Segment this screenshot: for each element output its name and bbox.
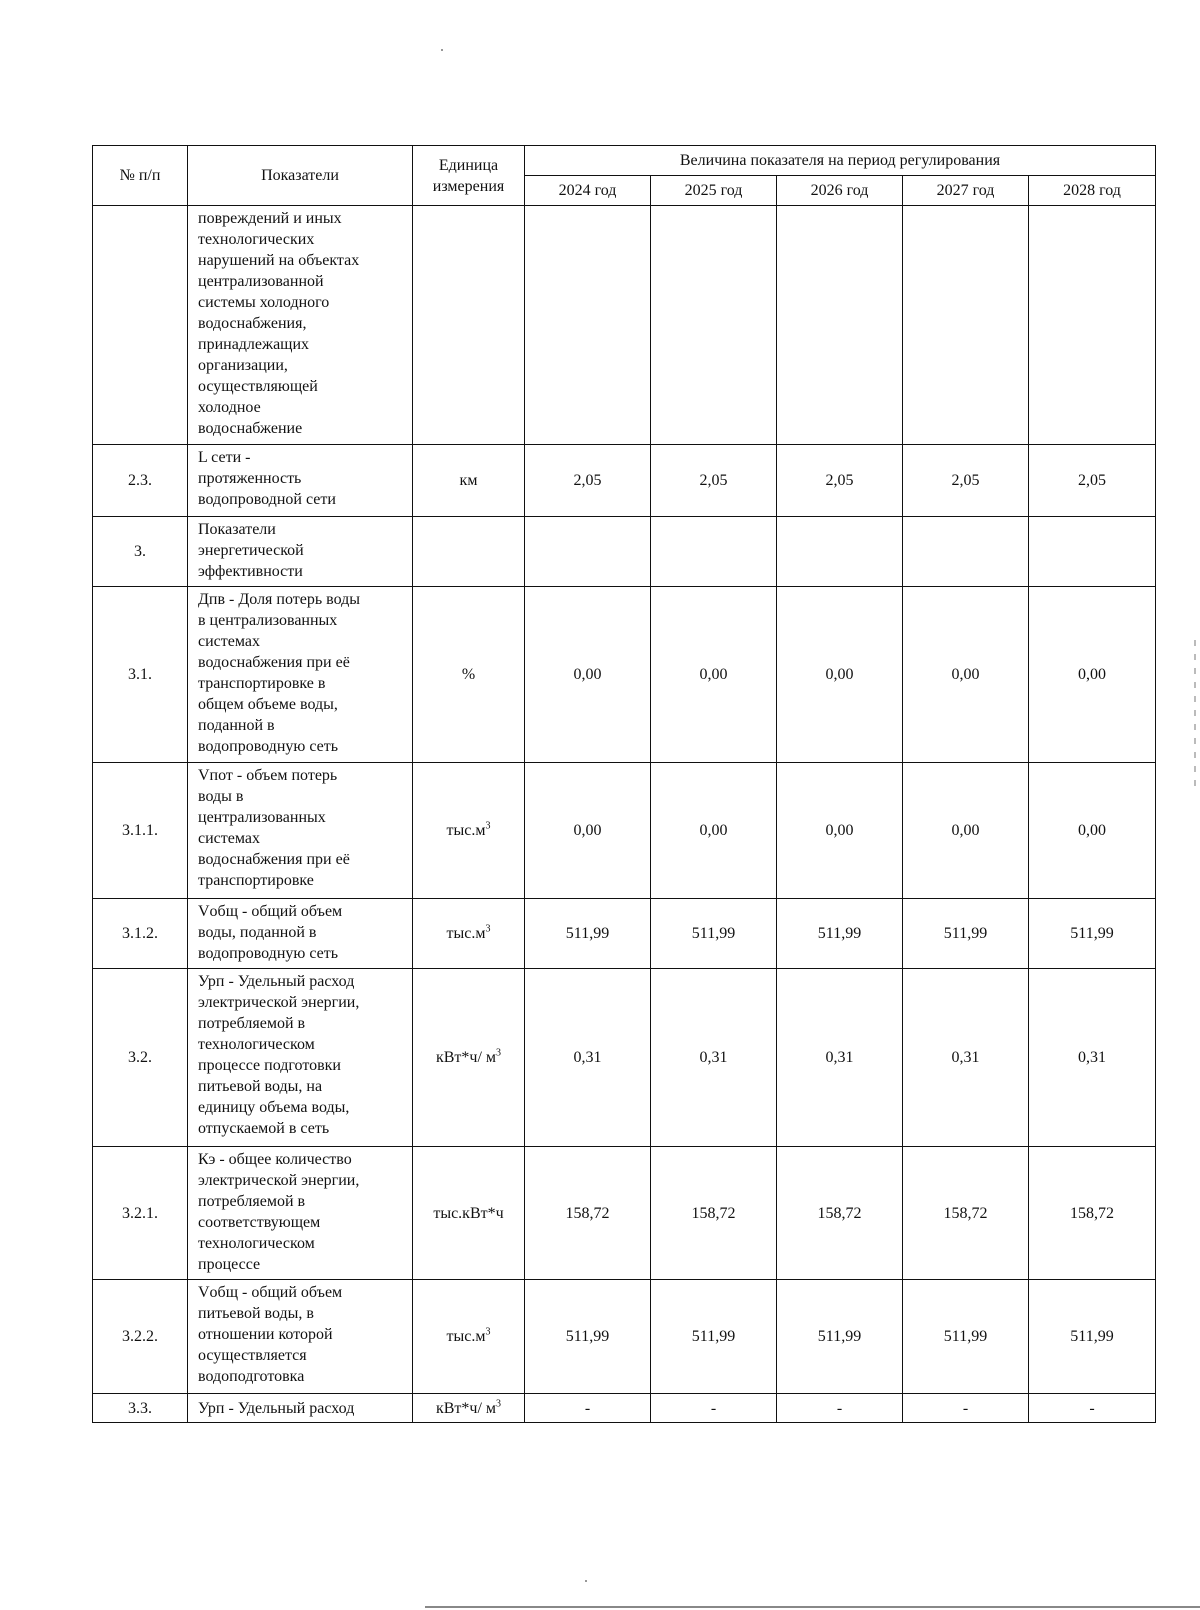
row-indicator-name: Дпв - Доля потерь воды в централизованных системах водоснабжения при её транспортировке в общем объеме воды, поданной в водопроводную сеть (188, 587, 413, 763)
row-value (525, 517, 651, 587)
row-unit (413, 969, 525, 1147)
unit-text: тыс.м (446, 1328, 486, 1345)
header-year: 2027 год (903, 176, 1029, 206)
row-value: 0,00 (903, 763, 1029, 899)
row-value (777, 206, 903, 445)
row-value: 2,05 (1029, 445, 1156, 517)
row-value: 0,00 (1029, 763, 1156, 899)
table-row (93, 517, 1156, 587)
row-number: 3.2. (93, 969, 188, 1147)
row-value: 0,31 (777, 969, 903, 1147)
row-indicator-name: L сети - протяженность водопроводной сети (188, 445, 413, 517)
row-value: - (525, 1394, 651, 1423)
row-value: 0,00 (525, 587, 651, 763)
row-value: 0,31 (651, 969, 777, 1147)
table-row (93, 206, 1156, 445)
row-number (93, 206, 188, 445)
unit-text: кВт*ч/ м (435, 1049, 497, 1066)
unit-superscript: 3 (485, 923, 491, 935)
row-number: 3. (93, 517, 188, 587)
row-number: 3.1. (93, 587, 188, 763)
row-unit (413, 1280, 525, 1394)
row-number: 3.3. (93, 1394, 188, 1423)
row-value: 0,00 (651, 587, 777, 763)
table-row (93, 445, 1156, 517)
row-indicator-name: Vпот - объем потерь воды в централизованных системах водоснабжения при её транспортировке (188, 763, 413, 899)
unit-text: кВт*ч/ м (435, 1399, 497, 1417)
row-value (777, 517, 903, 587)
table-row (93, 899, 1156, 969)
row-unit (413, 763, 525, 899)
table-row (93, 1394, 1156, 1423)
row-value: 2,05 (525, 445, 651, 517)
row-value: 511,99 (903, 1280, 1029, 1394)
header-year: 2026 год (777, 176, 903, 206)
row-unit (413, 445, 525, 517)
row-unit (413, 206, 525, 445)
row-value: 158,72 (903, 1147, 1029, 1280)
unit-superscript: 3 (485, 820, 491, 832)
row-unit (413, 517, 525, 587)
row-value (651, 206, 777, 445)
row-value: 511,99 (903, 899, 1029, 969)
unit-superscript: 3 (496, 1398, 502, 1410)
row-value: 158,72 (777, 1147, 903, 1280)
unit-text: тыс.м (446, 925, 486, 942)
header-number: № п/п (93, 146, 188, 206)
row-unit (413, 899, 525, 969)
row-value: 511,99 (525, 1280, 651, 1394)
unit-superscript: 3 (496, 1047, 502, 1059)
table-body (93, 206, 1156, 1423)
row-value (525, 206, 651, 445)
row-value: 0,00 (525, 763, 651, 899)
unit-superscript: 3 (485, 1326, 491, 1338)
row-number: 3.2.2. (93, 1280, 188, 1394)
table-row (93, 1280, 1156, 1394)
row-value: 158,72 (1029, 1147, 1156, 1280)
row-indicator-name: Vобщ - общий объем питьевой воды, в отношении которой осуществляется водоподготовка (188, 1280, 413, 1394)
header-unit: Единица измерения (413, 146, 525, 206)
row-value: 511,99 (1029, 899, 1156, 969)
table-row (93, 587, 1156, 763)
unit-text: тыс.м (446, 822, 486, 839)
row-value (903, 206, 1029, 445)
scan-speck (441, 49, 443, 51)
unit-text: тыс.кВт*ч (433, 1204, 504, 1222)
header-year: 2028 год (1029, 176, 1156, 206)
header-year: 2025 год (651, 176, 777, 206)
row-value: - (651, 1394, 777, 1423)
row-value: 0,31 (1029, 969, 1156, 1147)
scan-speck (585, 1580, 587, 1582)
row-number: 2.3. (93, 445, 188, 517)
table-row (93, 969, 1156, 1147)
row-value: - (777, 1394, 903, 1423)
row-value: 511,99 (651, 1280, 777, 1394)
row-value: 0,00 (777, 587, 903, 763)
row-number: 3.1.2. (93, 899, 188, 969)
row-value (903, 517, 1029, 587)
unit-text: % (461, 666, 476, 683)
row-value: 511,99 (777, 899, 903, 969)
row-value: 511,99 (651, 899, 777, 969)
row-unit (413, 1394, 525, 1423)
row-value: - (903, 1394, 1029, 1423)
row-value: 2,05 (903, 445, 1029, 517)
row-value: 0,00 (1029, 587, 1156, 763)
row-value: 0,31 (525, 969, 651, 1147)
table-row (93, 763, 1156, 899)
row-unit (413, 587, 525, 763)
scan-edge-mark (1194, 640, 1196, 790)
row-value: 0,00 (777, 763, 903, 899)
row-value: - (1029, 1394, 1156, 1423)
unit-text: км (459, 472, 478, 489)
row-value (1029, 517, 1156, 587)
row-number: 3.1.1. (93, 763, 188, 899)
indicators-table (92, 145, 1156, 1423)
row-indicator-name: повреждений и иных технологических нарушений на объектах централизованной системы холодного водоснабжения, принадлежащих организации, осуществляющей холодное водоснабжение (188, 206, 413, 445)
header-indicator: Показатели (188, 146, 413, 206)
row-indicator-name: Кэ - общее количество электрической энергии, потребляемой в соответствующем технологическом процессе (188, 1147, 413, 1280)
row-value: 158,72 (525, 1147, 651, 1280)
row-value: 511,99 (525, 899, 651, 969)
row-value: 0,00 (651, 763, 777, 899)
scan-edge-line (425, 1606, 1200, 1608)
row-number: 3.2.1. (93, 1147, 188, 1280)
row-indicator-name: Урп - Удельный расход электрической энергии, потребляемой в технологическом процессе подготовки питьевой воды, на единицу объема воды, отпускаемой в сеть (188, 969, 413, 1147)
row-value: 2,05 (651, 445, 777, 517)
row-value: 0,31 (903, 969, 1029, 1147)
row-indicator-name: Показатели энергетической эффективности (188, 517, 413, 587)
row-value: 2,05 (777, 445, 903, 517)
row-value: 511,99 (1029, 1280, 1156, 1394)
row-indicator-name: Vобщ - общий объем воды, поданной в водопроводную сеть (188, 899, 413, 969)
row-value: 0,00 (903, 587, 1029, 763)
row-value: 158,72 (651, 1147, 777, 1280)
header-year: 2024 год (525, 176, 651, 206)
row-value (651, 517, 777, 587)
row-indicator-name: Урп - Удельный расход (188, 1394, 413, 1423)
row-value: 511,99 (777, 1280, 903, 1394)
row-unit (413, 1147, 525, 1280)
header-period: Величина показателя на период регулирования (525, 146, 1156, 176)
row-value (1029, 206, 1156, 445)
table-row (93, 1147, 1156, 1280)
